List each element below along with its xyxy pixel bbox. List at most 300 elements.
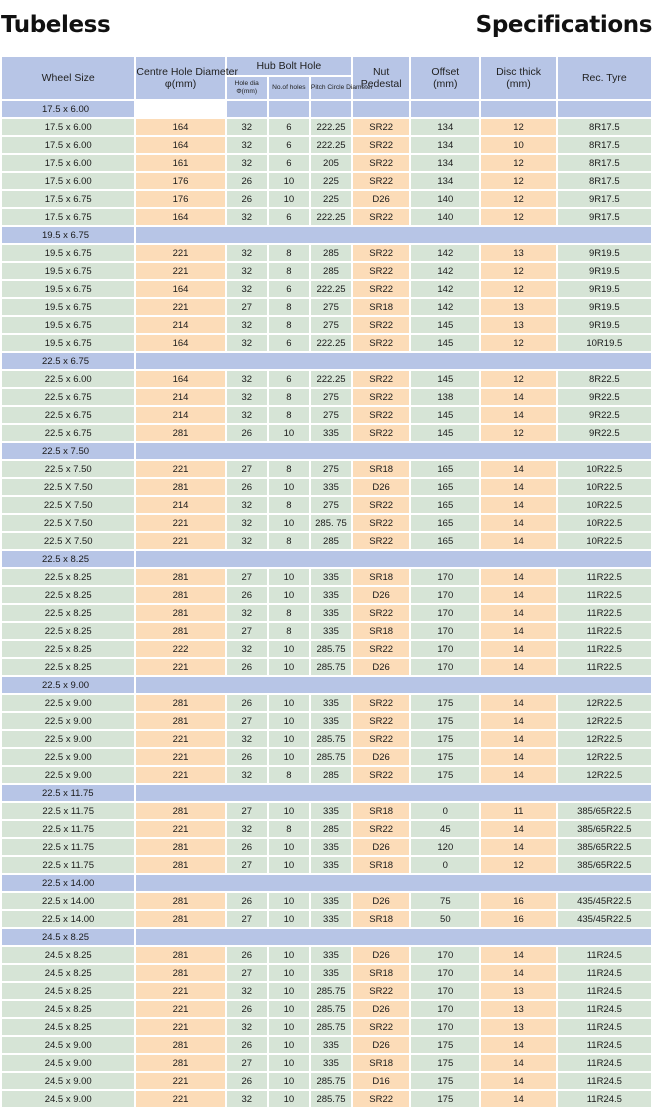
table-cell: 26 xyxy=(227,893,267,909)
table-cell: 170 xyxy=(411,605,479,621)
table-cell: 17.5 x 6.00 xyxy=(2,119,134,135)
table-cell: 281 xyxy=(136,695,224,711)
table-row xyxy=(2,209,651,225)
table-cell: 285.75 xyxy=(311,659,351,675)
table-cell: 22.5 x 6.75 xyxy=(2,389,134,405)
table-row xyxy=(2,461,651,477)
table-cell: 175 xyxy=(411,1037,479,1053)
table-cell: 11R22.5 xyxy=(558,587,651,603)
table-cell: 10 xyxy=(269,983,309,999)
table-row xyxy=(2,731,651,747)
header-hole-dia xyxy=(227,77,267,99)
table-row xyxy=(2,317,651,333)
table-cell: 164 xyxy=(136,119,224,135)
table-cell: SR22 xyxy=(353,1019,409,1035)
group-spacer xyxy=(269,101,309,117)
table-cell: 161 xyxy=(136,155,224,171)
table-row xyxy=(2,641,651,657)
table-cell: 140 xyxy=(411,209,479,225)
table-cell: 8 xyxy=(269,461,309,477)
table-cell: 11R22.5 xyxy=(558,605,651,621)
table-cell: 10 xyxy=(269,857,309,873)
table-cell: 175 xyxy=(411,1055,479,1071)
table-row xyxy=(2,173,651,189)
table-cell: 32 xyxy=(227,821,267,837)
table-row xyxy=(2,479,651,495)
table-cell: D26 xyxy=(353,659,409,675)
table-cell: 22.5 x 11.75 xyxy=(2,857,134,873)
header-rec-tyre xyxy=(558,57,651,99)
table-cell: 22.5 x 11.75 xyxy=(2,803,134,819)
table-cell: 6 xyxy=(269,335,309,351)
table-cell: 145 xyxy=(411,335,479,351)
table-cell: 27 xyxy=(227,965,267,981)
table-row xyxy=(2,713,651,729)
table-cell: 8 xyxy=(269,821,309,837)
table-cell: SR22 xyxy=(353,263,409,279)
group-spacer xyxy=(136,353,651,369)
table-cell: 9R17.5 xyxy=(558,209,651,225)
group-spacer xyxy=(136,227,651,243)
table-cell: D26 xyxy=(353,479,409,495)
table-cell: 14 xyxy=(481,533,555,549)
table-cell: 32 xyxy=(227,263,267,279)
table-cell: 10 xyxy=(269,731,309,747)
table-cell: 24.5 x 8.25 xyxy=(2,983,134,999)
table-cell: 281 xyxy=(136,587,224,603)
table-cell: 26 xyxy=(227,749,267,765)
table-row xyxy=(2,281,651,297)
header-offset-label: Offset xyxy=(431,66,460,78)
table-cell: 335 xyxy=(311,893,351,909)
table-cell: 8 xyxy=(269,317,309,333)
group-spacer xyxy=(481,101,555,117)
table-cell: D26 xyxy=(353,191,409,207)
table-cell: 10 xyxy=(269,641,309,657)
table-cell: 142 xyxy=(411,299,479,315)
table-cell: 8R17.5 xyxy=(558,155,651,171)
table-cell: 32 xyxy=(227,371,267,387)
table-cell: 12 xyxy=(481,263,555,279)
table-cell: 165 xyxy=(411,515,479,531)
table-cell: 22.5 x 8.25 xyxy=(2,569,134,585)
table-cell: 335 xyxy=(311,713,351,729)
table-cell: 19.5 x 6.75 xyxy=(2,317,134,333)
table-cell: 12R22.5 xyxy=(558,695,651,711)
table-cell: 11R24.5 xyxy=(558,965,651,981)
table-cell: 10 xyxy=(269,893,309,909)
header-centre-hole-label: Centre Hole Diameter xyxy=(136,66,238,78)
table-cell: 10 xyxy=(269,191,309,207)
table-cell: SR22 xyxy=(353,137,409,153)
table-cell: 281 xyxy=(136,803,224,819)
table-cell: 385/65R22.5 xyxy=(558,857,651,873)
table-cell: 335 xyxy=(311,569,351,585)
table-cell: 17.5 x 6.75 xyxy=(2,191,134,207)
table-cell: 134 xyxy=(411,173,479,189)
group-label: 24.5 x 8.25 xyxy=(2,929,134,945)
table-cell: 281 xyxy=(136,569,224,585)
table-cell: 221 xyxy=(136,749,224,765)
table-cell: 335 xyxy=(311,965,351,981)
table-row xyxy=(2,965,651,981)
table-cell: 335 xyxy=(311,839,351,855)
table-cell: 22.5 x 11.75 xyxy=(2,821,134,837)
table-cell: 12 xyxy=(481,209,555,225)
group-spacer xyxy=(227,101,267,117)
table-cell: 14 xyxy=(481,569,555,585)
table-cell: 275 xyxy=(311,497,351,513)
table-cell: 165 xyxy=(411,497,479,513)
table-cell: 281 xyxy=(136,911,224,927)
table-row xyxy=(2,515,651,531)
table-cell: 221 xyxy=(136,1073,224,1089)
table-cell: 10 xyxy=(269,1037,309,1053)
table-cell: 11R24.5 xyxy=(558,1091,651,1107)
table-cell: 12 xyxy=(481,191,555,207)
table-cell: 32 xyxy=(227,605,267,621)
table-cell: 27 xyxy=(227,461,267,477)
table-cell: 285.75 xyxy=(311,749,351,765)
table-cell: 6 xyxy=(269,119,309,135)
table-cell: 9R19.5 xyxy=(558,281,651,297)
table-row xyxy=(2,1019,651,1035)
table-header xyxy=(2,57,651,99)
table-cell: 10R22.5 xyxy=(558,515,651,531)
table-cell: 10 xyxy=(269,479,309,495)
table-cell: 275 xyxy=(311,317,351,333)
table-cell: 8 xyxy=(269,605,309,621)
table-cell: 13 xyxy=(481,299,555,315)
table-cell: 24.5 x 8.25 xyxy=(2,1001,134,1017)
table-cell: 170 xyxy=(411,947,479,963)
group-spacer xyxy=(136,551,651,567)
table-cell: 6 xyxy=(269,209,309,225)
table-cell: 22.5 x 8.25 xyxy=(2,623,134,639)
table-cell: SR22 xyxy=(353,389,409,405)
table-cell: 12 xyxy=(481,425,555,441)
table-cell: 175 xyxy=(411,713,479,729)
table-cell: 22.5 x 9.00 xyxy=(2,713,134,729)
table-cell: 24.5 x 8.25 xyxy=(2,1019,134,1035)
table-cell: 10 xyxy=(269,911,309,927)
table-cell: 22.5 x 7.50 xyxy=(2,461,134,477)
table-cell: 10 xyxy=(269,1019,309,1035)
table-cell: SR22 xyxy=(353,767,409,783)
table-cell: 10 xyxy=(269,569,309,585)
table-cell: 6 xyxy=(269,281,309,297)
table-cell: 8R17.5 xyxy=(558,173,651,189)
table-cell: 285.75 xyxy=(311,1019,351,1035)
table-cell: 8R17.5 xyxy=(558,137,651,153)
table-cell: 142 xyxy=(411,245,479,261)
table-cell: 26 xyxy=(227,425,267,441)
table-cell: 9R22.5 xyxy=(558,407,651,423)
table-cell: 75 xyxy=(411,893,479,909)
table-cell: 14 xyxy=(481,407,555,423)
table-cell: SR18 xyxy=(353,803,409,819)
table-cell: 32 xyxy=(227,245,267,261)
table-cell: 221 xyxy=(136,1001,224,1017)
group-label: 17.5 x 6.00 xyxy=(2,101,134,117)
table-cell: 175 xyxy=(411,1091,479,1107)
table-cell: SR22 xyxy=(353,821,409,837)
table-cell: 24.5 x 8.25 xyxy=(2,947,134,963)
table-cell: 32 xyxy=(227,497,267,513)
table-cell: 10 xyxy=(481,137,555,153)
table-cell: 275 xyxy=(311,299,351,315)
table-cell: 8 xyxy=(269,389,309,405)
table-cell: D26 xyxy=(353,749,409,765)
table-cell: 281 xyxy=(136,479,224,495)
table-cell: 225 xyxy=(311,191,351,207)
table-cell: 11 xyxy=(481,803,555,819)
table-cell: 14 xyxy=(481,713,555,729)
table-cell: 281 xyxy=(136,713,224,729)
table-cell: 22.5 X 7.50 xyxy=(2,497,134,513)
table-row xyxy=(2,191,651,207)
table-cell: 19.5 x 6.75 xyxy=(2,299,134,315)
table-cell: 10 xyxy=(269,695,309,711)
table-cell: 221 xyxy=(136,731,224,747)
table-cell: 8 xyxy=(269,533,309,549)
table-cell: 11R22.5 xyxy=(558,659,651,675)
table-cell: 32 xyxy=(227,1019,267,1035)
table-cell: 9R17.5 xyxy=(558,191,651,207)
table-cell: 16 xyxy=(481,893,555,909)
table-cell: 26 xyxy=(227,1001,267,1017)
table-cell: SR18 xyxy=(353,623,409,639)
table-cell: 335 xyxy=(311,857,351,873)
table-cell: 11R24.5 xyxy=(558,947,651,963)
table-row xyxy=(2,425,651,441)
table-cell: 32 xyxy=(227,983,267,999)
group-header-row xyxy=(2,551,651,567)
table-cell: 27 xyxy=(227,713,267,729)
table-row xyxy=(2,893,651,909)
table-cell: SR22 xyxy=(353,371,409,387)
table-cell: 32 xyxy=(227,389,267,405)
table-cell: 10 xyxy=(269,839,309,855)
table-cell: 145 xyxy=(411,407,479,423)
header-disc-thick-label: Disc thick xyxy=(496,66,541,78)
table-cell: D26 xyxy=(353,839,409,855)
table-row xyxy=(2,767,651,783)
table-cell: 281 xyxy=(136,965,224,981)
table-cell: 164 xyxy=(136,335,224,351)
group-spacer xyxy=(558,101,651,117)
table-cell: SR22 xyxy=(353,245,409,261)
table-row xyxy=(2,263,651,279)
table-cell: 24.5 x 8.25 xyxy=(2,965,134,981)
table-cell: 8R17.5 xyxy=(558,119,651,135)
table-cell: SR18 xyxy=(353,299,409,315)
table-row xyxy=(2,983,651,999)
table-cell: 12 xyxy=(481,119,555,135)
table-cell: 335 xyxy=(311,1055,351,1071)
table-cell: 221 xyxy=(136,821,224,837)
specifications-table xyxy=(0,55,653,1109)
table-body xyxy=(2,101,651,1107)
table-cell: 10 xyxy=(269,425,309,441)
table-cell: 142 xyxy=(411,263,479,279)
table-cell: 12R22.5 xyxy=(558,749,651,765)
table-row xyxy=(2,245,651,261)
table-cell: 10 xyxy=(269,713,309,729)
table-cell: 9R19.5 xyxy=(558,245,651,261)
table-cell: 275 xyxy=(311,407,351,423)
table-cell: 14 xyxy=(481,731,555,747)
table-row xyxy=(2,857,651,873)
table-cell: D26 xyxy=(353,947,409,963)
table-cell: 222.25 xyxy=(311,119,351,135)
table-row xyxy=(2,569,651,585)
table-row xyxy=(2,389,651,405)
table-cell: 281 xyxy=(136,605,224,621)
table-cell: 205 xyxy=(311,155,351,171)
table-cell: 120 xyxy=(411,839,479,855)
table-cell: 281 xyxy=(136,425,224,441)
table-cell: 14 xyxy=(481,767,555,783)
table-cell: 176 xyxy=(136,191,224,207)
table-cell: SR18 xyxy=(353,1055,409,1071)
table-cell: 175 xyxy=(411,695,479,711)
table-cell: 285.75 xyxy=(311,731,351,747)
table-cell: 221 xyxy=(136,299,224,315)
table-cell: 164 xyxy=(136,371,224,387)
group-header-row xyxy=(2,677,651,693)
table-cell: 221 xyxy=(136,767,224,783)
table-cell: 26 xyxy=(227,1073,267,1089)
table-row xyxy=(2,605,651,621)
table-cell: 12R22.5 xyxy=(558,713,651,729)
table-cell: 214 xyxy=(136,497,224,513)
table-cell: 22.5 x 6.75 xyxy=(2,425,134,441)
table-cell: 222.25 xyxy=(311,209,351,225)
table-cell: D26 xyxy=(353,1001,409,1017)
table-row xyxy=(2,947,651,963)
group-spacer xyxy=(136,785,651,801)
group-label: 22.5 x 8.25 xyxy=(2,551,134,567)
group-spacer xyxy=(136,875,651,891)
table-cell: D26 xyxy=(353,1037,409,1053)
table-cell: 0 xyxy=(411,803,479,819)
table-cell: 285 xyxy=(311,263,351,279)
table-cell: 19.5 x 6.75 xyxy=(2,245,134,261)
table-cell: 275 xyxy=(311,461,351,477)
table-cell: 12 xyxy=(481,335,555,351)
table-cell: 221 xyxy=(136,1091,224,1107)
table-row xyxy=(2,587,651,603)
table-cell: 145 xyxy=(411,425,479,441)
table-cell: 17.5 x 6.00 xyxy=(2,137,134,153)
table-cell: 170 xyxy=(411,1019,479,1035)
table-row xyxy=(2,155,651,171)
group-spacer xyxy=(411,101,479,117)
table-cell: 10 xyxy=(269,1091,309,1107)
header-centre-hole xyxy=(136,57,238,99)
table-cell: 10 xyxy=(269,587,309,603)
table-cell: 27 xyxy=(227,299,267,315)
table-cell: 14 xyxy=(481,839,555,855)
group-spacer xyxy=(136,677,651,693)
table-cell: 170 xyxy=(411,1001,479,1017)
table-cell: SR18 xyxy=(353,965,409,981)
table-cell: SR22 xyxy=(353,713,409,729)
table-cell: 22.5 x 8.25 xyxy=(2,587,134,603)
table-cell: 32 xyxy=(227,1091,267,1107)
table-cell: 165 xyxy=(411,461,479,477)
table-cell: SR18 xyxy=(353,911,409,927)
table-cell: 22.5 X 7.50 xyxy=(2,533,134,549)
table-cell: 22.5 x 8.25 xyxy=(2,641,134,657)
table-cell: 285.75 xyxy=(311,641,351,657)
table-cell: 385/65R22.5 xyxy=(558,821,651,837)
table-cell: 32 xyxy=(227,137,267,153)
table-cell: 16 xyxy=(481,911,555,927)
table-cell: SR22 xyxy=(353,515,409,531)
table-cell: 10 xyxy=(269,947,309,963)
header-offset xyxy=(411,57,479,99)
table-cell: 22.5 X 7.50 xyxy=(2,479,134,495)
table-cell: 281 xyxy=(136,839,224,855)
group-label: 22.5 x 9.00 xyxy=(2,677,134,693)
table-cell: 12R22.5 xyxy=(558,767,651,783)
table-cell: 14 xyxy=(481,587,555,603)
table-cell: 222.25 xyxy=(311,371,351,387)
table-cell: 27 xyxy=(227,803,267,819)
table-cell: 285 xyxy=(311,533,351,549)
table-cell: 24.5 x 9.00 xyxy=(2,1091,134,1107)
header-hub-bolt-hole xyxy=(227,57,351,75)
table-cell: 281 xyxy=(136,947,224,963)
table-cell: 214 xyxy=(136,407,224,423)
group-label: 22.5 x 6.75 xyxy=(2,353,134,369)
table-cell: 8 xyxy=(269,263,309,279)
table-cell: 32 xyxy=(227,335,267,351)
table-cell: SR18 xyxy=(353,857,409,873)
table-cell: 32 xyxy=(227,119,267,135)
table-cell: 281 xyxy=(136,623,224,639)
table-row xyxy=(2,803,651,819)
table-cell: 221 xyxy=(136,533,224,549)
group-header-row xyxy=(2,785,651,801)
table-cell: 13 xyxy=(481,245,555,261)
table-row xyxy=(2,335,651,351)
table-cell: 165 xyxy=(411,533,479,549)
table-cell: D16 xyxy=(353,1073,409,1089)
group-label: 19.5 x 6.75 xyxy=(2,227,134,243)
table-cell: 285 xyxy=(311,821,351,837)
table-cell: 14 xyxy=(481,461,555,477)
table-cell: 11R22.5 xyxy=(558,569,651,585)
group-spacer xyxy=(353,101,409,117)
table-cell: 19.5 x 6.75 xyxy=(2,263,134,279)
table-cell: 11R24.5 xyxy=(558,1019,651,1035)
table-cell: 335 xyxy=(311,605,351,621)
table-cell: 27 xyxy=(227,911,267,927)
table-cell: 32 xyxy=(227,317,267,333)
table-cell: 14 xyxy=(481,821,555,837)
table-cell: 10 xyxy=(269,965,309,981)
table-cell: 17.5 x 6.00 xyxy=(2,155,134,171)
table-cell: 285 xyxy=(311,245,351,261)
table-cell: SR22 xyxy=(353,1091,409,1107)
table-cell: 222.25 xyxy=(311,335,351,351)
header-pitch-circle-label: Pitch Circle Diameter xyxy=(310,84,373,91)
table-cell: 26 xyxy=(227,947,267,963)
table-cell: 170 xyxy=(411,641,479,657)
